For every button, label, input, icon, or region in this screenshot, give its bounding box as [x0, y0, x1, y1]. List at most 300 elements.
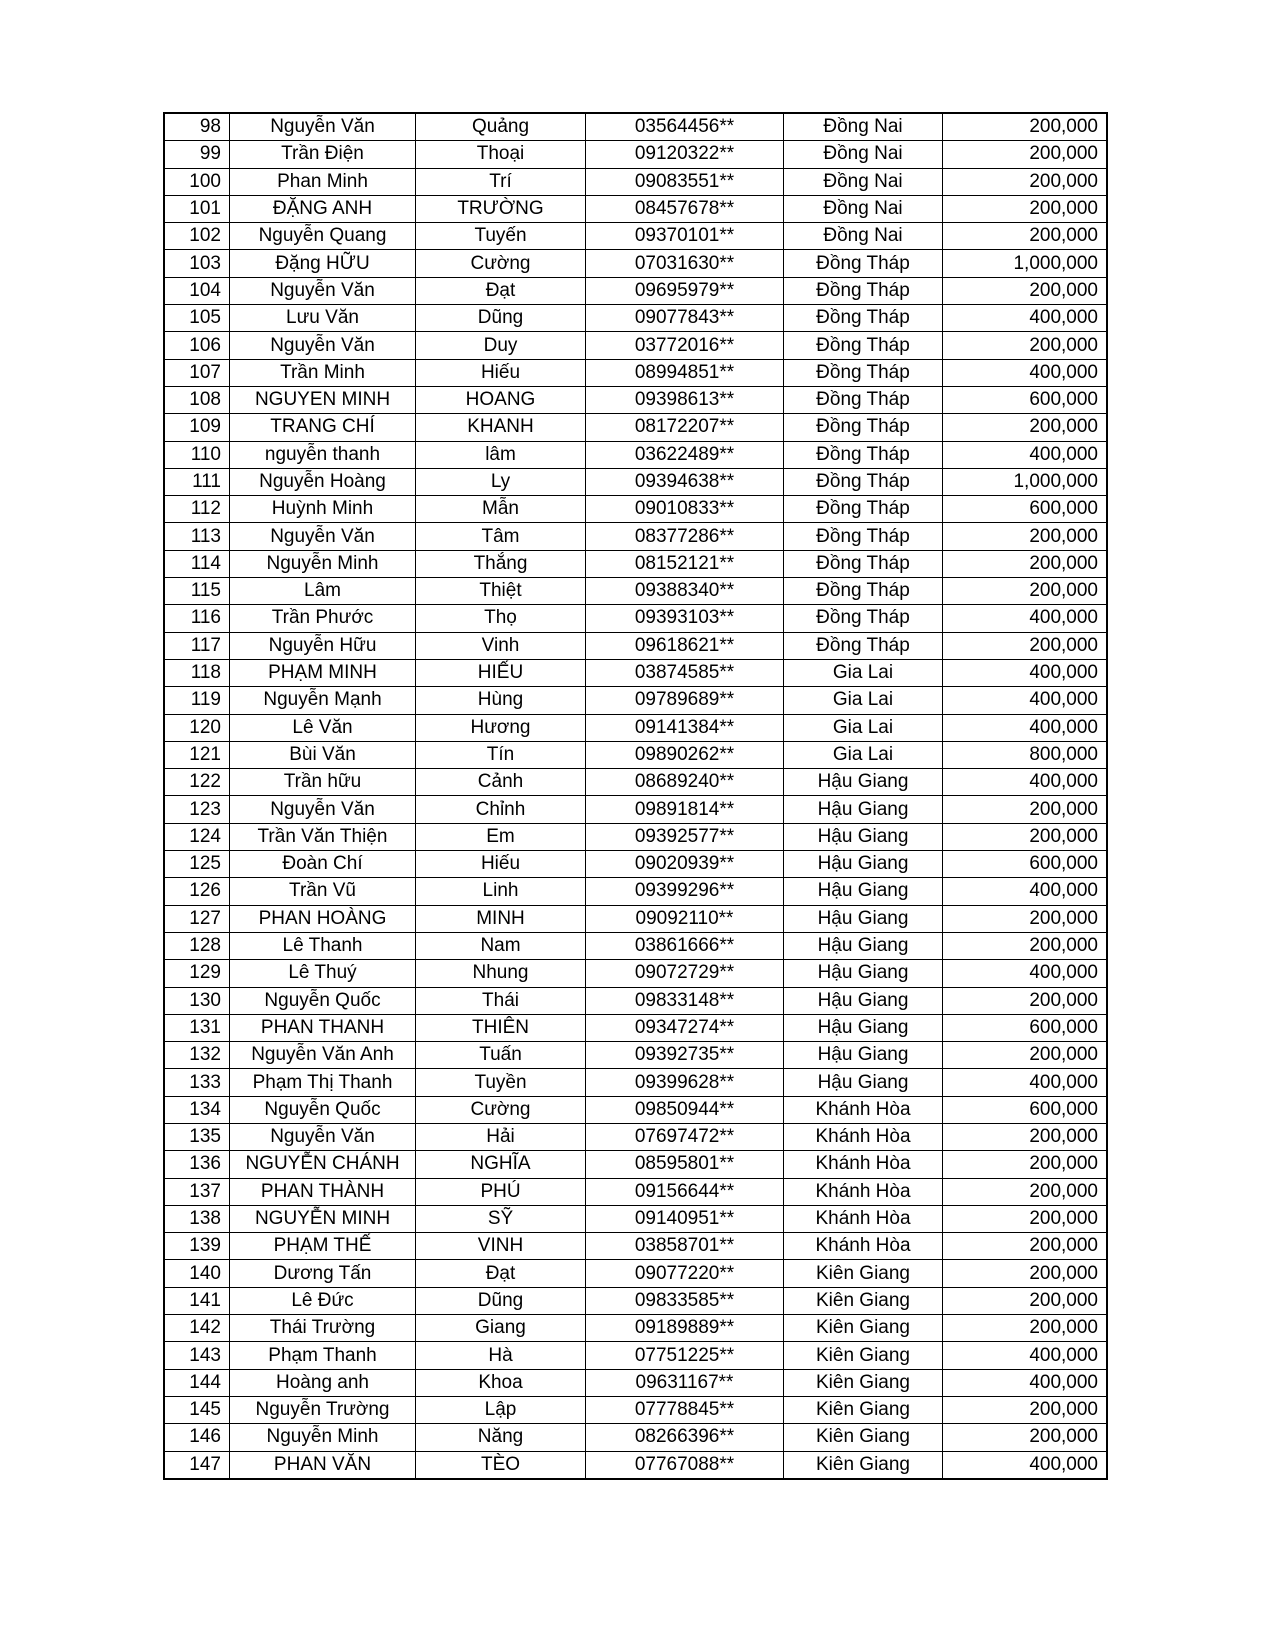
- given-name-cell: Thoại: [416, 141, 586, 168]
- table-row: [164, 1342, 1107, 1369]
- amount-cell: 600,000: [943, 496, 1108, 523]
- province-cell: Hậu Giang: [784, 960, 943, 987]
- phone-cell: 09077843**: [586, 305, 784, 332]
- given-name-cell: THIÊN: [416, 1014, 586, 1041]
- given-name-cell: Đạt: [416, 1260, 586, 1287]
- amount-cell: 200,000: [943, 277, 1108, 304]
- amount-cell: 200,000: [943, 1315, 1108, 1342]
- table-row: [164, 769, 1107, 796]
- given-name-cell: Tuyền: [416, 1069, 586, 1096]
- phone-cell: 09631167**: [586, 1369, 784, 1396]
- phone-cell: 09140951**: [586, 1205, 784, 1232]
- table-row: [164, 168, 1107, 195]
- given-name-cell: TÈO: [416, 1451, 586, 1479]
- amount-cell: 200,000: [943, 1396, 1108, 1423]
- table-row: [164, 632, 1107, 659]
- amount-cell: 200,000: [943, 141, 1108, 168]
- table-row: [164, 851, 1107, 878]
- surname-cell: Nguyễn Văn: [230, 796, 416, 823]
- amount-cell: 200,000: [943, 1287, 1108, 1314]
- given-name-cell: Dũng: [416, 305, 586, 332]
- province-cell: Kiên Giang: [784, 1287, 943, 1314]
- given-name-cell: TRƯỜNG: [416, 195, 586, 222]
- given-name-cell: Thắng: [416, 550, 586, 577]
- table-row: [164, 1151, 1107, 1178]
- province-cell: Đồng Nai: [784, 113, 943, 141]
- row-number-cell: 129: [164, 960, 230, 987]
- table-row: [164, 741, 1107, 768]
- surname-cell: Trần Văn Thiện: [230, 823, 416, 850]
- surname-cell: Nguyễn Minh: [230, 550, 416, 577]
- surname-cell: ĐẶNG ANH: [230, 195, 416, 222]
- table-row: [164, 305, 1107, 332]
- surname-cell: PHẠM MINH: [230, 659, 416, 686]
- phone-cell: 08377286**: [586, 523, 784, 550]
- row-number-cell: 120: [164, 714, 230, 741]
- table-row: [164, 359, 1107, 386]
- amount-cell: 400,000: [943, 305, 1108, 332]
- phone-cell: 09156644**: [586, 1178, 784, 1205]
- province-cell: Đồng Tháp: [784, 550, 943, 577]
- row-number-cell: 136: [164, 1151, 230, 1178]
- given-name-cell: Hiếu: [416, 851, 586, 878]
- row-number-cell: 108: [164, 386, 230, 413]
- given-name-cell: Thái: [416, 987, 586, 1014]
- given-name-cell: Tín: [416, 741, 586, 768]
- province-cell: Khánh Hòa: [784, 1123, 943, 1150]
- recipient-table: [163, 112, 1108, 1480]
- table-row: [164, 1315, 1107, 1342]
- surname-cell: NGUYEN MINH: [230, 386, 416, 413]
- table-row: [164, 141, 1107, 168]
- phone-cell: 08172207**: [586, 414, 784, 441]
- surname-cell: Đoàn Chí: [230, 851, 416, 878]
- province-cell: Đồng Nai: [784, 141, 943, 168]
- surname-cell: Phạm Thanh: [230, 1342, 416, 1369]
- row-number-cell: 121: [164, 741, 230, 768]
- given-name-cell: Hương: [416, 714, 586, 741]
- amount-cell: 600,000: [943, 851, 1108, 878]
- surname-cell: Nguyễn Văn: [230, 277, 416, 304]
- given-name-cell: Duy: [416, 332, 586, 359]
- table-row: [164, 1233, 1107, 1260]
- row-number-cell: 111: [164, 468, 230, 495]
- table-row: [164, 223, 1107, 250]
- surname-cell: Trần Phước: [230, 605, 416, 632]
- table-row: [164, 1123, 1107, 1150]
- province-cell: Khánh Hòa: [784, 1178, 943, 1205]
- table-row: [164, 496, 1107, 523]
- phone-cell: 07767088**: [586, 1451, 784, 1479]
- amount-cell: 200,000: [943, 823, 1108, 850]
- province-cell: Đồng Tháp: [784, 523, 943, 550]
- given-name-cell: Quảng: [416, 113, 586, 141]
- surname-cell: Lưu Văn: [230, 305, 416, 332]
- surname-cell: Nguyễn Văn: [230, 1123, 416, 1150]
- given-name-cell: Mẫn: [416, 496, 586, 523]
- phone-cell: 09077220**: [586, 1260, 784, 1287]
- phone-cell: 09833585**: [586, 1287, 784, 1314]
- phone-cell: 09010833**: [586, 496, 784, 523]
- row-number-cell: 130: [164, 987, 230, 1014]
- amount-cell: 800,000: [943, 741, 1108, 768]
- surname-cell: NGUYỄN MINH: [230, 1205, 416, 1232]
- province-cell: Gia Lai: [784, 687, 943, 714]
- phone-cell: 09347274**: [586, 1014, 784, 1041]
- surname-cell: Lê Đức: [230, 1287, 416, 1314]
- table-row: [164, 878, 1107, 905]
- province-cell: Hậu Giang: [784, 1042, 943, 1069]
- given-name-cell: Hiếu: [416, 359, 586, 386]
- row-number-cell: 114: [164, 550, 230, 577]
- province-cell: Khánh Hòa: [784, 1233, 943, 1260]
- table-row: [164, 796, 1107, 823]
- row-number-cell: 98: [164, 113, 230, 141]
- given-name-cell: Tâm: [416, 523, 586, 550]
- phone-cell: 03622489**: [586, 441, 784, 468]
- amount-cell: 1,000,000: [943, 250, 1108, 277]
- surname-cell: Thái Trường: [230, 1315, 416, 1342]
- row-number-cell: 141: [164, 1287, 230, 1314]
- phone-cell: 09370101**: [586, 223, 784, 250]
- table-row: [164, 113, 1107, 141]
- phone-cell: 09695979**: [586, 277, 784, 304]
- amount-cell: 200,000: [943, 168, 1108, 195]
- given-name-cell: Hải: [416, 1123, 586, 1150]
- given-name-cell: Năng: [416, 1424, 586, 1451]
- surname-cell: Dương Tấn: [230, 1260, 416, 1287]
- amount-cell: 200,000: [943, 1205, 1108, 1232]
- province-cell: Hậu Giang: [784, 1069, 943, 1096]
- phone-cell: 09833148**: [586, 987, 784, 1014]
- phone-cell: 09092110**: [586, 905, 784, 932]
- amount-cell: 400,000: [943, 359, 1108, 386]
- row-number-cell: 109: [164, 414, 230, 441]
- table-row: [164, 905, 1107, 932]
- table-row: [164, 386, 1107, 413]
- phone-cell: 09120322**: [586, 141, 784, 168]
- amount-cell: 400,000: [943, 659, 1108, 686]
- amount-cell: 400,000: [943, 605, 1108, 632]
- amount-cell: 200,000: [943, 223, 1108, 250]
- surname-cell: Trần hữu: [230, 769, 416, 796]
- amount-cell: 200,000: [943, 1424, 1108, 1451]
- amount-cell: 400,000: [943, 1369, 1108, 1396]
- province-cell: Đồng Tháp: [784, 496, 943, 523]
- phone-cell: 09399628**: [586, 1069, 784, 1096]
- surname-cell: nguyễn thanh: [230, 441, 416, 468]
- province-cell: Kiên Giang: [784, 1369, 943, 1396]
- surname-cell: Nguyễn Văn: [230, 113, 416, 141]
- surname-cell: Lê Thanh: [230, 932, 416, 959]
- amount-cell: 200,000: [943, 1151, 1108, 1178]
- table-row: [164, 578, 1107, 605]
- phone-cell: 09083551**: [586, 168, 784, 195]
- phone-cell: 03874585**: [586, 659, 784, 686]
- amount-cell: 200,000: [943, 578, 1108, 605]
- table-row: [164, 687, 1107, 714]
- amount-cell: 200,000: [943, 414, 1108, 441]
- surname-cell: Nguyễn Quốc: [230, 987, 416, 1014]
- given-name-cell: Giang: [416, 1315, 586, 1342]
- given-name-cell: Thọ: [416, 605, 586, 632]
- province-cell: Hậu Giang: [784, 932, 943, 959]
- table-row: [164, 523, 1107, 550]
- table-row: [164, 332, 1107, 359]
- row-number-cell: 104: [164, 277, 230, 304]
- table-body: [164, 113, 1107, 1479]
- province-cell: Đồng Tháp: [784, 578, 943, 605]
- phone-cell: 09399296**: [586, 878, 784, 905]
- phone-cell: 09618621**: [586, 632, 784, 659]
- given-name-cell: Vinh: [416, 632, 586, 659]
- row-number-cell: 107: [164, 359, 230, 386]
- phone-cell: 03861666**: [586, 932, 784, 959]
- surname-cell: Lê Văn: [230, 714, 416, 741]
- province-cell: Đồng Tháp: [784, 632, 943, 659]
- given-name-cell: Linh: [416, 878, 586, 905]
- phone-cell: 09392577**: [586, 823, 784, 850]
- phone-cell: 09398613**: [586, 386, 784, 413]
- given-name-cell: Cường: [416, 1096, 586, 1123]
- amount-cell: 200,000: [943, 195, 1108, 222]
- phone-cell: 09388340**: [586, 578, 784, 605]
- province-cell: Đồng Tháp: [784, 359, 943, 386]
- row-number-cell: 132: [164, 1042, 230, 1069]
- row-number-cell: 110: [164, 441, 230, 468]
- surname-cell: Huỳnh Minh: [230, 496, 416, 523]
- surname-cell: TRANG CHÍ: [230, 414, 416, 441]
- given-name-cell: Dũng: [416, 1287, 586, 1314]
- province-cell: Đồng Tháp: [784, 332, 943, 359]
- table-row: [164, 1451, 1107, 1479]
- phone-cell: 09394638**: [586, 468, 784, 495]
- province-cell: Đồng Tháp: [784, 305, 943, 332]
- phone-cell: 09393103**: [586, 605, 784, 632]
- amount-cell: 600,000: [943, 1096, 1108, 1123]
- amount-cell: 200,000: [943, 1042, 1108, 1069]
- table-row: [164, 468, 1107, 495]
- surname-cell: PHAN VĂN: [230, 1451, 416, 1479]
- table-row: [164, 1260, 1107, 1287]
- amount-cell: 1,000,000: [943, 468, 1108, 495]
- phone-cell: 03858701**: [586, 1233, 784, 1260]
- phone-cell: 08152121**: [586, 550, 784, 577]
- province-cell: Hậu Giang: [784, 851, 943, 878]
- given-name-cell: Cảnh: [416, 769, 586, 796]
- given-name-cell: Chỉnh: [416, 796, 586, 823]
- phone-cell: 07751225**: [586, 1342, 784, 1369]
- given-name-cell: Thiệt: [416, 578, 586, 605]
- amount-cell: 600,000: [943, 1014, 1108, 1041]
- amount-cell: 400,000: [943, 769, 1108, 796]
- given-name-cell: NGHĨA: [416, 1151, 586, 1178]
- table-row: [164, 1178, 1107, 1205]
- amount-cell: 200,000: [943, 113, 1108, 141]
- province-cell: Hậu Giang: [784, 987, 943, 1014]
- row-number-cell: 145: [164, 1396, 230, 1423]
- amount-cell: 400,000: [943, 960, 1108, 987]
- table-row: [164, 1014, 1107, 1041]
- surname-cell: PHẠM THẾ: [230, 1233, 416, 1260]
- amount-cell: 200,000: [943, 987, 1108, 1014]
- surname-cell: Nguyễn Quốc: [230, 1096, 416, 1123]
- table-row: [164, 1424, 1107, 1451]
- given-name-cell: Ly: [416, 468, 586, 495]
- table-row: [164, 1396, 1107, 1423]
- given-name-cell: Trí: [416, 168, 586, 195]
- table-row: [164, 441, 1107, 468]
- row-number-cell: 103: [164, 250, 230, 277]
- given-name-cell: HOANG: [416, 386, 586, 413]
- phone-cell: 09072729**: [586, 960, 784, 987]
- row-number-cell: 117: [164, 632, 230, 659]
- table-row: [164, 1287, 1107, 1314]
- surname-cell: Trần Minh: [230, 359, 416, 386]
- given-name-cell: Nhung: [416, 960, 586, 987]
- surname-cell: PHAN THÀNH: [230, 1178, 416, 1205]
- amount-cell: 200,000: [943, 796, 1108, 823]
- surname-cell: Lâm: [230, 578, 416, 605]
- amount-cell: 200,000: [943, 932, 1108, 959]
- phone-cell: 09850944**: [586, 1096, 784, 1123]
- phone-cell: 09189889**: [586, 1315, 784, 1342]
- surname-cell: Phạm Thị Thanh: [230, 1069, 416, 1096]
- phone-cell: 09020939**: [586, 851, 784, 878]
- given-name-cell: Hà: [416, 1342, 586, 1369]
- table-row: [164, 195, 1107, 222]
- amount-cell: 400,000: [943, 441, 1108, 468]
- row-number-cell: 122: [164, 769, 230, 796]
- province-cell: Hậu Giang: [784, 796, 943, 823]
- row-number-cell: 126: [164, 878, 230, 905]
- row-number-cell: 99: [164, 141, 230, 168]
- amount-cell: 200,000: [943, 632, 1108, 659]
- province-cell: Khánh Hòa: [784, 1205, 943, 1232]
- surname-cell: PHAN HOÀNG: [230, 905, 416, 932]
- given-name-cell: Khoa: [416, 1369, 586, 1396]
- province-cell: Đồng Tháp: [784, 468, 943, 495]
- row-number-cell: 105: [164, 305, 230, 332]
- row-number-cell: 142: [164, 1315, 230, 1342]
- given-name-cell: HIẾU: [416, 659, 586, 686]
- row-number-cell: 146: [164, 1424, 230, 1451]
- given-name-cell: Tuyến: [416, 223, 586, 250]
- table-row: [164, 414, 1107, 441]
- given-name-cell: Em: [416, 823, 586, 850]
- province-cell: Kiên Giang: [784, 1342, 943, 1369]
- row-number-cell: 137: [164, 1178, 230, 1205]
- row-number-cell: 135: [164, 1123, 230, 1150]
- amount-cell: 400,000: [943, 1342, 1108, 1369]
- row-number-cell: 119: [164, 687, 230, 714]
- surname-cell: Nguyễn Hữu: [230, 632, 416, 659]
- phone-cell: 09141384**: [586, 714, 784, 741]
- table-row: [164, 714, 1107, 741]
- phone-cell: 08266396**: [586, 1424, 784, 1451]
- row-number-cell: 131: [164, 1014, 230, 1041]
- province-cell: Đồng Tháp: [784, 277, 943, 304]
- province-cell: Đồng Tháp: [784, 386, 943, 413]
- province-cell: Gia Lai: [784, 714, 943, 741]
- surname-cell: PHAN THANH: [230, 1014, 416, 1041]
- surname-cell: Nguyễn Minh: [230, 1424, 416, 1451]
- phone-cell: 08994851**: [586, 359, 784, 386]
- row-number-cell: 125: [164, 851, 230, 878]
- phone-cell: 07778845**: [586, 1396, 784, 1423]
- surname-cell: Nguyễn Văn Anh: [230, 1042, 416, 1069]
- amount-cell: 200,000: [943, 332, 1108, 359]
- phone-cell: 03564456**: [586, 113, 784, 141]
- table-row: [164, 550, 1107, 577]
- table-row: [164, 1096, 1107, 1123]
- surname-cell: Lê Thuý: [230, 960, 416, 987]
- table-row: [164, 960, 1107, 987]
- amount-cell: 200,000: [943, 550, 1108, 577]
- province-cell: Kiên Giang: [784, 1315, 943, 1342]
- table-row: [164, 250, 1107, 277]
- amount-cell: 200,000: [943, 1178, 1108, 1205]
- table-row: [164, 987, 1107, 1014]
- row-number-cell: 123: [164, 796, 230, 823]
- amount-cell: 200,000: [943, 905, 1108, 932]
- amount-cell: 200,000: [943, 1260, 1108, 1287]
- amount-cell: 200,000: [943, 1123, 1108, 1150]
- surname-cell: Nguyễn Văn: [230, 523, 416, 550]
- surname-cell: Phan Minh: [230, 168, 416, 195]
- given-name-cell: PHÚ: [416, 1178, 586, 1205]
- phone-cell: 08689240**: [586, 769, 784, 796]
- province-cell: Gia Lai: [784, 741, 943, 768]
- row-number-cell: 118: [164, 659, 230, 686]
- table-row: [164, 277, 1107, 304]
- province-cell: Kiên Giang: [784, 1260, 943, 1287]
- province-cell: Đồng Nai: [784, 223, 943, 250]
- row-number-cell: 115: [164, 578, 230, 605]
- amount-cell: 400,000: [943, 687, 1108, 714]
- surname-cell: Nguyễn Hoàng: [230, 468, 416, 495]
- amount-cell: 400,000: [943, 714, 1108, 741]
- province-cell: Khánh Hòa: [784, 1096, 943, 1123]
- province-cell: Hậu Giang: [784, 769, 943, 796]
- given-name-cell: VINH: [416, 1233, 586, 1260]
- province-cell: Kiên Giang: [784, 1396, 943, 1423]
- given-name-cell: MINH: [416, 905, 586, 932]
- surname-cell: NGUYỄN CHÁNH: [230, 1151, 416, 1178]
- row-number-cell: 139: [164, 1233, 230, 1260]
- surname-cell: Trần Vũ: [230, 878, 416, 905]
- amount-cell: 400,000: [943, 878, 1108, 905]
- amount-cell: 200,000: [943, 523, 1108, 550]
- province-cell: Hậu Giang: [784, 905, 943, 932]
- row-number-cell: 124: [164, 823, 230, 850]
- province-cell: Hậu Giang: [784, 1014, 943, 1041]
- surname-cell: Trần Điện: [230, 141, 416, 168]
- province-cell: Đồng Tháp: [784, 441, 943, 468]
- given-name-cell: Nam: [416, 932, 586, 959]
- row-number-cell: 134: [164, 1096, 230, 1123]
- phone-cell: 08595801**: [586, 1151, 784, 1178]
- given-name-cell: KHANH: [416, 414, 586, 441]
- row-number-cell: 116: [164, 605, 230, 632]
- given-name-cell: Đạt: [416, 277, 586, 304]
- surname-cell: Hoàng anh: [230, 1369, 416, 1396]
- row-number-cell: 144: [164, 1369, 230, 1396]
- phone-cell: 03772016**: [586, 332, 784, 359]
- given-name-cell: lâm: [416, 441, 586, 468]
- surname-cell: Nguyễn Mạnh: [230, 687, 416, 714]
- table-row: [164, 823, 1107, 850]
